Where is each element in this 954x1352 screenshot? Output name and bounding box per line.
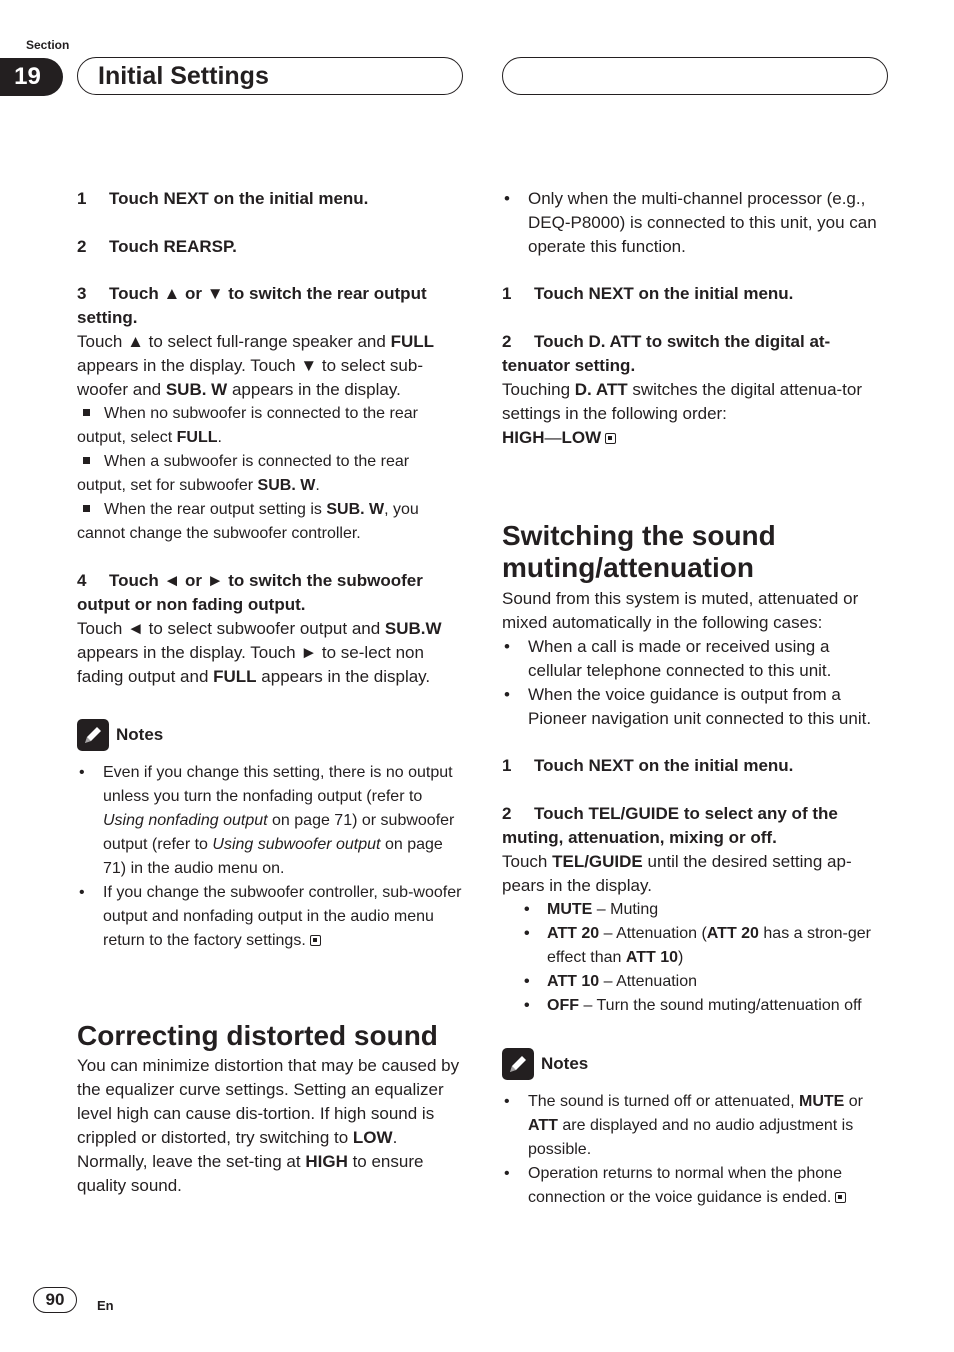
page-number: 90 — [33, 1287, 77, 1313]
case-item: • When the voice guidance is output from a Pioneer navigation unit connected to this unit. — [502, 683, 887, 731]
note-item: • Even if you change this setting, there is no output unless you turn the nonfading output (refer to Using nonfading output on page 71) or subwoofer output (refer to Using subwoofer output on page 71) in the audio menu on. — [77, 761, 462, 881]
section-heading: Switching the sound muting/attenuation — [502, 520, 776, 583]
option-item: • MUTE – Muting — [502, 898, 887, 922]
end-mark-icon — [310, 935, 321, 946]
notes-header: Notes — [502, 1048, 887, 1080]
step-heading: 1 Touch NEXT on the initial menu. — [502, 756, 794, 775]
step-heading: 1 Touch NEXT on the initial menu. — [502, 284, 794, 303]
square-bullet-icon — [83, 505, 90, 512]
intro-bullet: • Only when the multi-channel processor (e.g., DEQ-P8000) is connected to this unit, you can operate this function. — [502, 187, 887, 259]
section-heading: Correcting distorted sound — [77, 1020, 438, 1051]
page-title-text: Initial Settings — [98, 61, 269, 90]
square-note: When no subwoofer is connected to the rear output, select FULL. — [77, 405, 418, 446]
language-label: En — [97, 1298, 114, 1313]
section-body: Sound from this system is muted, attenuated or mixed automatically in the following cases: — [502, 589, 859, 632]
section-label: Section — [26, 38, 70, 52]
square-note: When the rear output setting is SUB. W, you cannot change the subwoofer controller. — [77, 501, 419, 542]
pencil-icon — [502, 1048, 534, 1080]
case-item: • When a call is made or received using a cellular telephone connected to this unit. — [502, 635, 887, 683]
end-mark-icon — [835, 1192, 846, 1203]
step-body: Touch TEL/GUIDE until the desired setting ap-pears in the display. — [502, 852, 852, 895]
note-item: • The sound is turned off or attenuated, MUTE or ATT are displayed and no audio adjustment is possible. — [502, 1090, 887, 1162]
step-heading: 2 Touch TEL/GUIDE to select any of the muting, attenuation, mixing or off. — [502, 804, 838, 847]
page-title — [77, 57, 463, 95]
step-heading: 2 Touch D. ATT to switch the digital at-tenuator setting. — [502, 332, 831, 375]
right-column — [502, 187, 887, 1210]
option-item: • ATT 20 – Attenuation (ATT 20 has a stron-ger effect than ATT 10) — [502, 922, 887, 970]
end-mark-icon — [605, 433, 616, 444]
note-item: • Operation returns to normal when the phone connection or the voice guidance is ended. — [502, 1162, 887, 1210]
step-heading: 1 Touch NEXT on the initial menu. — [77, 189, 369, 208]
square-note: When a subwoofer is connected to the rear output, set for subwoofer SUB. W. — [77, 453, 410, 494]
square-bullet-icon — [83, 457, 90, 464]
step-body: Touch ◄ to select subwoofer output and SUB.W appears in the display. Touch ► to se-lect non fading output and FULL appears in the display. — [77, 619, 442, 686]
square-bullet-icon — [83, 409, 90, 416]
header-blank-box — [502, 57, 888, 95]
option-item: • ATT 10 – Attenuation — [502, 970, 887, 994]
step-heading: 2 Touch REARSP. — [77, 237, 237, 256]
notes-header: Notes — [77, 719, 462, 751]
note-item: • If you change the subwoofer controller, sub-woofer output and nonfading output in the audio menu return to the factory settings. — [77, 881, 462, 953]
step-heading: 4 Touch ◄ or ► to switch the subwoofer output or non fading output. — [77, 571, 423, 614]
option-item: • OFF – Turn the sound muting/attenuation off — [502, 994, 887, 1018]
section-body: You can minimize distortion that may be caused by the equalizer curve settings. Setting an equalizer level high can cause dis-tortion. If high sound is crippled or distorted, try switching to LOW. Normally, leave the set-ting at HIGH to ensure quality sound. — [77, 1056, 460, 1195]
section-number-badge: 19 — [0, 58, 63, 96]
step-body: Touch ▲ to select full-range speaker and FULL appears in the display. Touch ▼ to select sub-woofer and SUB. W appears in the display. — [77, 332, 434, 399]
step-body: Touching D. ATT switches the digital attenua-tor settings in the following order: — [502, 380, 863, 423]
setting-order: HIGH—LOW — [502, 426, 887, 450]
left-column — [77, 187, 462, 1198]
pencil-icon — [77, 719, 109, 751]
step-heading: 3 Touch ▲ or ▼ to switch the rear output setting. — [77, 284, 427, 327]
